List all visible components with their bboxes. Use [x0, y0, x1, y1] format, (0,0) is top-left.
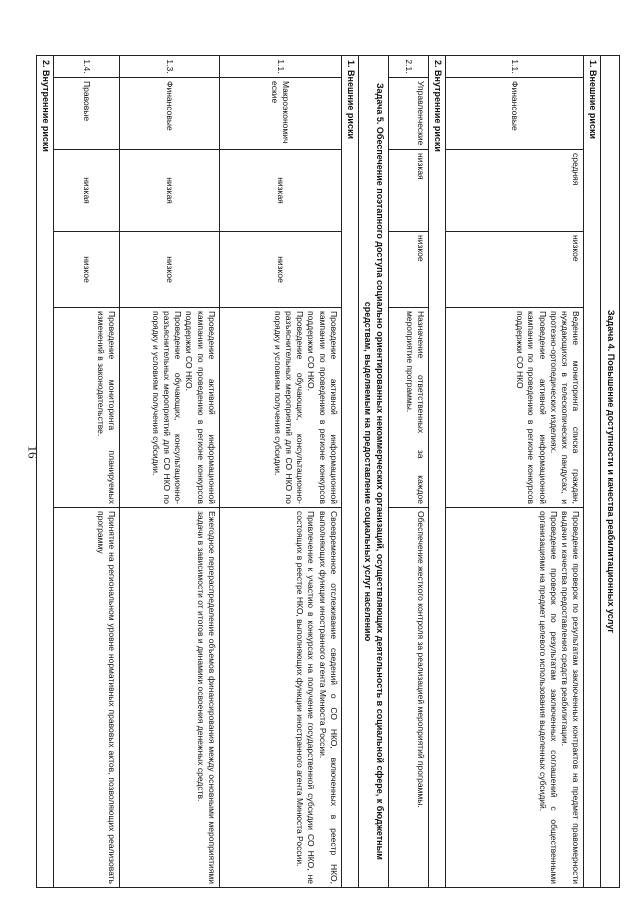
risk-impact: низкое [389, 232, 429, 308]
table-row [389, 56, 429, 888]
task4-title-row [601, 56, 620, 888]
risk-measures: Ведение мониторинга списка граждан, нуждающихся в телескопических пандусах, и протезно-ортопедических изделиях. Проведение активной информационной кампании по проведению в регионе конкурсов поддержки СО НКО [446, 308, 584, 508]
risk-measures: Проведение активной информационной кампании по проведению в регионе конкурсов поддержки СО НКО. Проведение обучающих, консультационно-разъяснительных мероприятий для СО НКО по порядку и условиям получения субсидии. [219, 308, 341, 508]
rotated-page-content [40, 55, 620, 887]
risk-measures: Назначение ответственных за каждое мероприятие программы. [389, 308, 429, 508]
table-row [446, 56, 584, 888]
risk-measures: Проведение мониторинга планируемых изменений в законодательстве. [53, 308, 119, 508]
risk-notes: Обеспечение жесткого контроля за реализацией мероприятий программы. [389, 508, 429, 888]
task4-external-header-row [584, 56, 601, 888]
row-number: 1.1. [219, 56, 341, 78]
table-row [119, 56, 219, 888]
risk-probability: низкая [389, 150, 429, 232]
risk-notes: Своевременное отслеживание сведений о СО НКО, включенных в реестр НКО, выполняющих функции иностранного агента Минюста России. Привлечение к участию в конкурсах на получение государственной субсидии СО НКО, не состоящих в реестре НКО, выполняющих функции иностранного агента Минюста России. [219, 508, 341, 888]
task5-external-header-row [341, 56, 358, 888]
risk-table [36, 55, 620, 888]
page-number: 16 [25, 445, 41, 459]
table-row [53, 56, 119, 888]
risk-type: Управленческие [389, 78, 429, 150]
risk-probability: низкая [219, 150, 341, 232]
task4-external-header: 1. Внешние риски [584, 56, 601, 888]
task5-internal-header: 2. Внутренние риски [36, 56, 53, 888]
risk-type: Финансовые [446, 78, 584, 150]
risk-type: Финансовые [119, 78, 219, 150]
row-number: 1.4. [53, 56, 119, 78]
risk-notes: Ежегодное перераспределение объемов финансирования между основными мероприятиями задачи в зависимости от итогов и динамики освоения денежных средств. [119, 508, 219, 888]
risk-impact: низкое [219, 232, 341, 308]
risk-probability: средняя [446, 150, 584, 232]
risk-measures: Проведение активной информационной кампании по проведению в регионе конкурсов поддержки СО НКО. Проведение обучающих, консультационно-разъяснительных мероприятий для СО НКО по порядку и условиям получения субсидии. [119, 308, 219, 508]
risk-impact: низкое [446, 232, 584, 308]
risk-probability: низкая [53, 150, 119, 232]
task5-title-row [358, 56, 389, 888]
task5-external-header: 1. Внешние риски [341, 56, 358, 888]
task4-title: Задача 4. Повышение доступности и качества реабилитационных услуг [601, 56, 620, 888]
risk-notes: Принятие на региональном уровне нормативных правовых актов, позволяющих реализовать программу [53, 508, 119, 888]
task4-internal-header: 2. Внутренние риски [429, 56, 446, 888]
risk-impact: низкое [53, 232, 119, 308]
risk-impact: низкое [119, 232, 219, 308]
risk-type: Макроэкономические [219, 78, 341, 150]
row-number: 2.1. [389, 56, 429, 78]
risk-type: Правовые [53, 78, 119, 150]
row-number: 1.1. [446, 56, 584, 78]
task5-title: Задача 5. Обеспечение поэтапного доступа социально ориентированных некоммерческих организаций, осуществляющих деятельность в социальной сфере, к бюджетным средствам, выделяемым на предоставление социальных услуг населению [358, 56, 389, 888]
table-row [219, 56, 341, 888]
risk-notes: Проведение проверок по результатам заключенных контрактов на предмет правомерности выдачи и качества предоставления средств реабилитации. Проведение проверок по результатам заключенных соглашений с общественными организациями на предмет целевого использования выделенных субсидий. [446, 508, 584, 888]
row-number: 1.3. [119, 56, 219, 78]
risk-probability: низкая [119, 150, 219, 232]
task4-internal-header-row [429, 56, 446, 888]
task5-internal-header-row [36, 56, 53, 888]
